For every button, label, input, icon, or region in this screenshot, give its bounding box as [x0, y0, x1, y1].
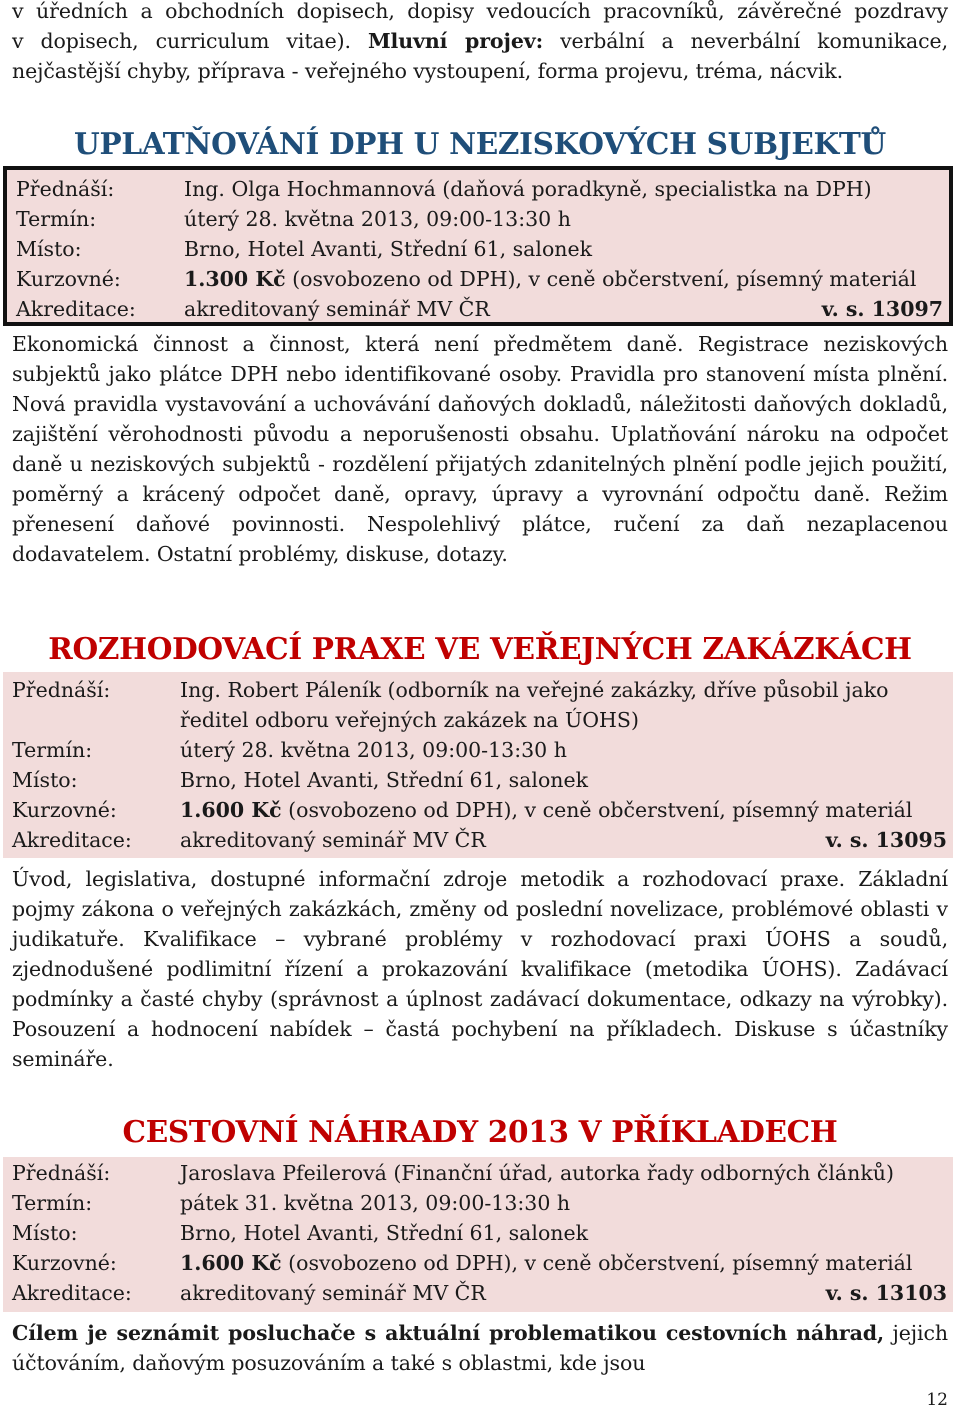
intro-line-1: v úředních a obchodních dopisech, dopisy vedoucích pracovníků, závěrečné pozdravy	[12, 0, 948, 23]
course-1-fee-row	[16, 264, 943, 294]
accreditation-label: Akreditace:	[16, 297, 136, 321]
course-1-accreditation-number: v. s. 13097	[821, 297, 943, 321]
course-2-fee-note: (osvobozeno od DPH), v ceně občerstvení, písemný materiál	[281, 798, 913, 822]
accreditation-label: Akreditace:	[12, 828, 132, 852]
fee-label: Kurzovné:	[12, 798, 117, 822]
course-1-accreditation-row	[16, 294, 943, 324]
date-label: Termín:	[12, 738, 93, 762]
course-1-fee-note: (osvobozeno od DPH), v ceně občerstvení, písemný materiál	[285, 267, 917, 291]
date-label: Termín:	[12, 1191, 93, 1215]
course-2-place-row	[12, 765, 947, 795]
course-3-accreditation-row	[12, 1278, 947, 1308]
course-2-lecturer-line-2: ředitel odboru veřejných zakázek na ÚOHS)	[180, 708, 639, 732]
course-2-fee-amount: 1.600 Kč	[180, 798, 282, 822]
course-2-fee	[180, 795, 947, 825]
course-1-description: Ekonomická činnost a činnost, která není předmětem daně. Registrace neziskových subjektů jako plátce DPH nebo identifikované osoby. Pravidla pro stanovení místa plnění. Nová pravidla vystavování a uchovávání daňových dokladů, náležitosti daňových dokladů, zajištění věrohodnosti původu a neporušenosti obsahu. Uplatňování nároku na odpočet daně u neziskových subjektů - rozdělení přijatých zdanitelných plnění podle jejich použití, poměrný a krácený odpočet daně, opravy, úpravy a vyrovnání odpočtu daně. Režim přenesení daňové povinnosti. Nespolehlivý plátce, ručení za daň nezaplacenou dodavatelem. Ostatní problémy, diskuse, dotazy.	[12, 332, 948, 566]
date-label: Termín:	[16, 207, 97, 231]
course-1-accreditation: akreditovaný seminář MV ČR	[184, 297, 490, 321]
course-2-title: ROZHODOVACÍ PRAXE VE VEŘEJNÝCH ZAKÁZKÁCH	[48, 631, 912, 666]
course-2-lecturer: Ing. Robert Páleník (odborník na veřejné zakázky, dříve působil jako	[180, 678, 889, 702]
course-3-accreditation: akreditovaný seminář MV ČR	[180, 1281, 486, 1305]
course-3-description-bold: Cílem je seznámit posluchače s aktuální problematikou cestovních náhrad,	[12, 1321, 885, 1345]
course-3-fee-row	[12, 1248, 947, 1278]
course-3-date-row	[12, 1188, 947, 1218]
course-1-date: úterý 28. května 2013, 09:00-13:30 h	[184, 207, 571, 231]
course-2-fee-row	[12, 795, 947, 825]
course-3-title: CESTOVNÍ NÁHRADY 2013 V PŘÍKLADECH	[122, 1114, 838, 1149]
course-3-date: pátek 31. května 2013, 09:00-13:30 h	[180, 1191, 571, 1215]
course-3-lecturer-row	[12, 1158, 947, 1188]
course-3-description	[12, 1318, 948, 1378]
course-3-description-rest: jejich účtováním, daňovým posuzováním a také s oblastmi, kde jsou	[12, 1321, 948, 1375]
course-1-place-row	[16, 234, 943, 264]
lecturer-label: Přednáší:	[16, 177, 115, 201]
course-1-title: UPLATŇOVÁNÍ DPH U NEZISKOVÝCH SUBJEKTŮ	[74, 126, 886, 161]
intro-line-2-bold: Mluvní projev:	[367, 29, 544, 53]
course-3-fee	[180, 1248, 947, 1278]
course-2-description: Úvod, legislativa, dostupné informační zdroje metodik a rozhodovací praxe. Základní pojmy zákona o veřejných zakázkách, změny od poslední novelizace, problémové oblasti v judikatuře. Kvalifikace – vybrané problémy v rozhodovací praxi ÚOHS a soudů, zjednodušené podlimitní řízení a prokazování kvalifikace (metodika ÚOHS). Zadávací podmínky a časté chyby (správnost a úplnost zadávací dokumentace, odkazy na výrobky). Posouzení a hodnocení nabídek – častá pochybení na příkladech. Diskuse s účastníky semináře.	[12, 867, 948, 1071]
course-1-fee-amount: 1.300 Kč	[184, 267, 286, 291]
course-3-info-box	[3, 1157, 953, 1312]
fee-label: Kurzovné:	[16, 267, 121, 291]
intro-line-2	[12, 26, 948, 56]
intro-line-2b: verbální a neverbální komunikace,	[543, 29, 948, 53]
course-3-place-row	[12, 1218, 947, 1248]
course-2-date-row	[12, 735, 947, 765]
course-3-fee-note: (osvobozeno od DPH), v ceně občerstvení, písemný materiál	[281, 1251, 913, 1275]
place-label: Místo:	[16, 237, 82, 261]
course-2-info-box	[3, 672, 953, 858]
lecturer-label: Přednáší:	[12, 678, 111, 702]
page-number: 12	[926, 1390, 948, 1410]
intro-line-2a: v dopisech, curriculum vitae).	[12, 29, 368, 53]
course-3-lecturer: Jaroslava Pfeilerová (Finanční úřad, autorka řady odborných článků)	[180, 1161, 894, 1185]
course-2-accreditation-number: v. s. 13095	[825, 828, 947, 852]
place-label: Místo:	[12, 1221, 78, 1245]
intro-line-3: nejčastější chyby, příprava - veřejného vystoupení, forma projevu, tréma, nácvik.	[12, 59, 844, 83]
course-2-lecturer-row	[12, 675, 947, 732]
course-1-lecturer-row	[16, 174, 943, 204]
course-1-lecturer: Ing. Olga Hochmannová (daňová poradkyně, specialistka na DPH)	[184, 177, 872, 201]
course-3-fee-amount: 1.600 Kč	[180, 1251, 282, 1275]
accreditation-label: Akreditace:	[12, 1281, 132, 1305]
course-1-place: Brno, Hotel Avanti, Střední 61, salonek	[184, 237, 593, 261]
course-3-place: Brno, Hotel Avanti, Střední 61, salonek	[180, 1221, 589, 1245]
course-1-info-box	[3, 166, 953, 326]
course-2-date: úterý 28. května 2013, 09:00-13:30 h	[180, 738, 567, 762]
place-label: Místo:	[12, 768, 78, 792]
course-1-fee	[184, 264, 943, 294]
course-3-accreditation-number: v. s. 13103	[825, 1281, 947, 1305]
lecturer-label: Přednáší:	[12, 1161, 111, 1185]
course-1-date-row	[16, 204, 943, 234]
fee-label: Kurzovné:	[12, 1251, 117, 1275]
intro-paragraph	[12, 0, 948, 86]
course-2-place: Brno, Hotel Avanti, Střední 61, salonek	[180, 768, 589, 792]
course-2-accreditation-row	[12, 825, 947, 855]
course-2-accreditation: akreditovaný seminář MV ČR	[180, 828, 486, 852]
